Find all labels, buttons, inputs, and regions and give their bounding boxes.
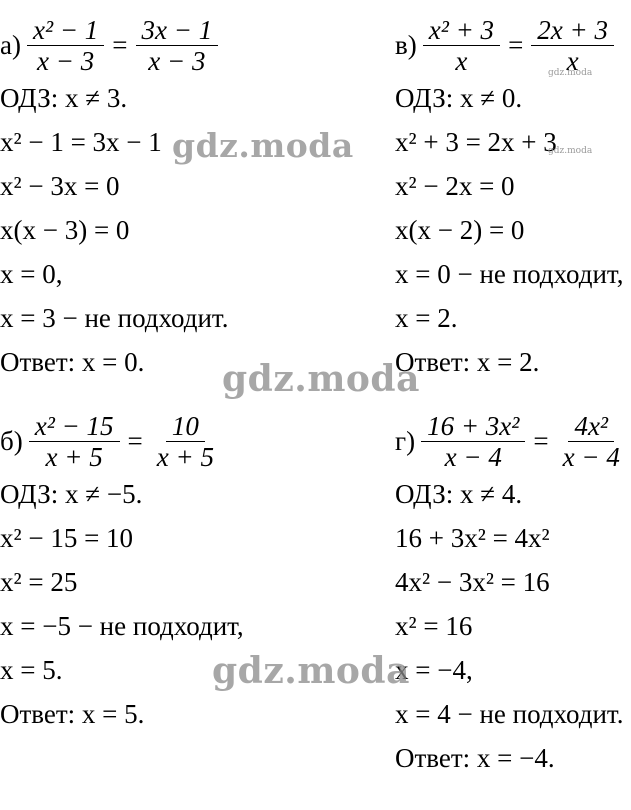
solution-step: x² − 1 = 3x − 1 — [0, 127, 162, 157]
equation-header — [395, 410, 628, 472]
solution-step: x² = 25 — [0, 567, 78, 597]
numerator: x² − 1 — [27, 15, 104, 46]
numerator: x² + 3 — [423, 15, 500, 46]
rhs-fraction — [151, 411, 220, 472]
answer-line: Ответ: x = 5. — [0, 699, 145, 729]
solution-step: x(x − 3) = 0 — [0, 215, 130, 245]
rhs-fraction — [557, 411, 626, 472]
solution-step: x = 0, — [0, 259, 63, 289]
equation-header — [0, 14, 228, 76]
solution-step: x = 3 − не подходит. — [0, 303, 229, 333]
denominator: x − 3 — [37, 45, 95, 76]
watermark-logo: gdz.moda — [212, 650, 410, 692]
answer-line: Ответ: x = 0. — [0, 347, 145, 377]
solution-step: x = 4 − не подходит. — [395, 699, 624, 729]
problem-g — [395, 410, 628, 780]
solution-step: x² − 2x = 0 — [395, 171, 515, 201]
numerator: 2x + 3 — [531, 15, 614, 46]
lhs-fraction — [421, 411, 525, 472]
watermark-small: gdz.moda — [548, 146, 593, 156]
equals-sign: = — [127, 425, 143, 456]
numerator: 16 + 3x² — [421, 411, 525, 442]
equals-sign: = — [508, 29, 524, 60]
solution-step: x² + 3 = 2x + 3 — [395, 127, 557, 157]
equation-header — [395, 14, 623, 76]
watermark-small: gdz.moda — [548, 68, 593, 78]
equals-sign: = — [112, 29, 128, 60]
watermark-logo: gdz.moda — [222, 358, 420, 400]
denominator: x — [455, 45, 468, 76]
problem-b — [0, 410, 244, 736]
answer-line: Ответ: x = −4. — [395, 743, 555, 773]
problem-letter: а) — [0, 29, 21, 60]
solution-step: x = 2. — [395, 303, 458, 333]
problem-letter: б) — [0, 425, 23, 456]
problem-letter: в) — [395, 29, 417, 60]
solution-step: x² = 16 — [395, 611, 473, 641]
equation-header — [0, 410, 244, 472]
lhs-fraction — [29, 411, 120, 472]
denominator: x − 4 — [444, 441, 502, 472]
denominator: x − 4 — [562, 441, 620, 472]
denominator: x + 5 — [45, 441, 103, 472]
odz-line: ОДЗ: x ≠ 0. — [395, 83, 523, 113]
solution-step: 4x² − 3x² = 16 — [395, 567, 550, 597]
problem-letter: г) — [395, 425, 416, 456]
rhs-fraction — [136, 15, 219, 76]
solution-step: x = −4, — [395, 655, 473, 685]
denominator: x — [566, 45, 579, 76]
solution-step: x(x − 2) = 0 — [395, 215, 525, 245]
lhs-fraction — [423, 15, 500, 76]
odz-line: ОДЗ: x ≠ −5. — [0, 479, 143, 509]
rhs-fraction — [531, 15, 614, 76]
watermark-logo: gdz.moda — [172, 126, 354, 165]
numerator: x² − 15 — [29, 411, 120, 442]
solution-step: x = −5 − не подходит, — [0, 611, 244, 641]
problem-a — [0, 14, 228, 384]
numerator: 10 — [166, 411, 205, 442]
solution-step: x² − 3x = 0 — [0, 171, 120, 201]
equals-sign: = — [533, 425, 549, 456]
answer-line: Ответ: x = 2. — [395, 347, 540, 377]
lhs-fraction — [27, 15, 104, 76]
solution-step: x² − 15 = 10 — [0, 523, 134, 553]
solution-step: x = 0 − не подходит, — [395, 259, 624, 289]
denominator: x − 3 — [148, 45, 206, 76]
odz-line: ОДЗ: x ≠ 3. — [0, 83, 128, 113]
denominator: x + 5 — [156, 441, 214, 472]
solution-step: 16 + 3x² = 4x² — [395, 523, 550, 553]
solution-step: x = 5. — [0, 655, 63, 685]
odz-line: ОДЗ: x ≠ 4. — [395, 479, 523, 509]
numerator: 3x − 1 — [136, 15, 219, 46]
numerator: 4x² — [568, 411, 614, 442]
